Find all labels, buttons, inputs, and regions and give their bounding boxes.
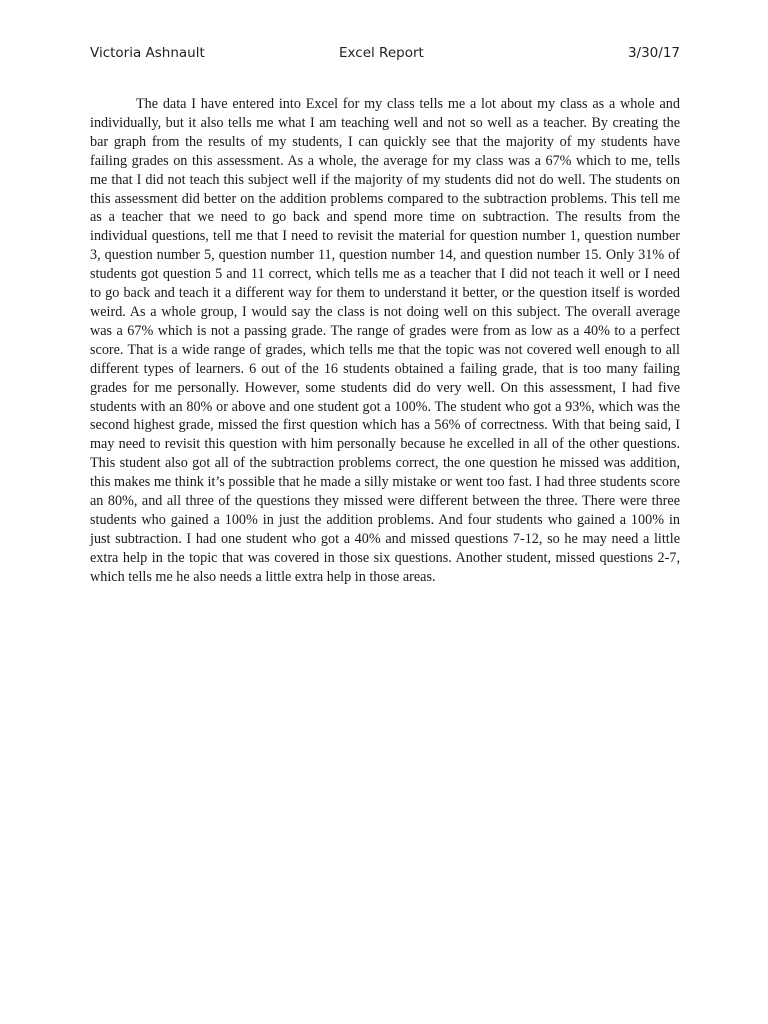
page-header: [90, 45, 680, 65]
document-title: Excel Report: [339, 45, 424, 61]
author-name: Victoria Ashnault: [90, 45, 205, 61]
document-date: 3/30/17: [627, 45, 680, 61]
body-paragraph: The data I have entered into Excel for my class tells me a lot about my class as a whole and individually, but it also tells me what I am teaching well and not so well as a teacher. By creating the bar graph from the results of my students, I can quickly see that the majority of my students have failing grades on this assessment. As a whole, the average for my class was a 67% which to me, tells me that I did not teach this subject well if the majority of my students did not do well. The students on this assessment did better on the addition problems compared to the subtraction problems. This tell me as a teacher that we need to go back and spend more time on subtraction. The results from the individual questions, tell me that I need to revisit the material for question number 1, question number 3, question number 5, question number 11, question number 14, and question number 15. Only 31% of students got question 5 and 11 correct, which tells me as a teacher that I did not teach it well or I need to go back and teach it a different way for them to understand it better, or the question itself is worded weird. As a whole group, I would say the class is not doing well on this subject. The overall average was a 67% which is not a passing grade. The range of grades were from as low as a 40% to a perfect score. That is a wide range of grades, which tells me that the topic was not covered well enough to all different types of learners. 6 out of the 16 students obtained a failing grade, that is too many failing grades for me personally. However, some students did do very well. On this assessment, I had five students with an 80% or above and one student got a 100%. The student who got a 93%, which was the second highest grade, missed the first question which has a 56% of correctness. With that being said, I may need to revisit this question with him personally because he excelled in all of the other questions. This student also got all of the subtraction problems correct, the one question he missed was addition, this makes me think it’s possible that he made a silly mistake or went too fast. I had three students score an 80%, and all three of the questions they missed were different between the three. There were three students who gained a 100% in just the addition problems. And four students who gained a 100% in just subtraction. I had one student who got a 40% and missed questions 7-12, so he may need a little extra help in the topic that was covered in those six questions. Another student, missed questions 2-7, which tells me he also needs a little extra help in those areas.: [90, 96, 680, 585]
